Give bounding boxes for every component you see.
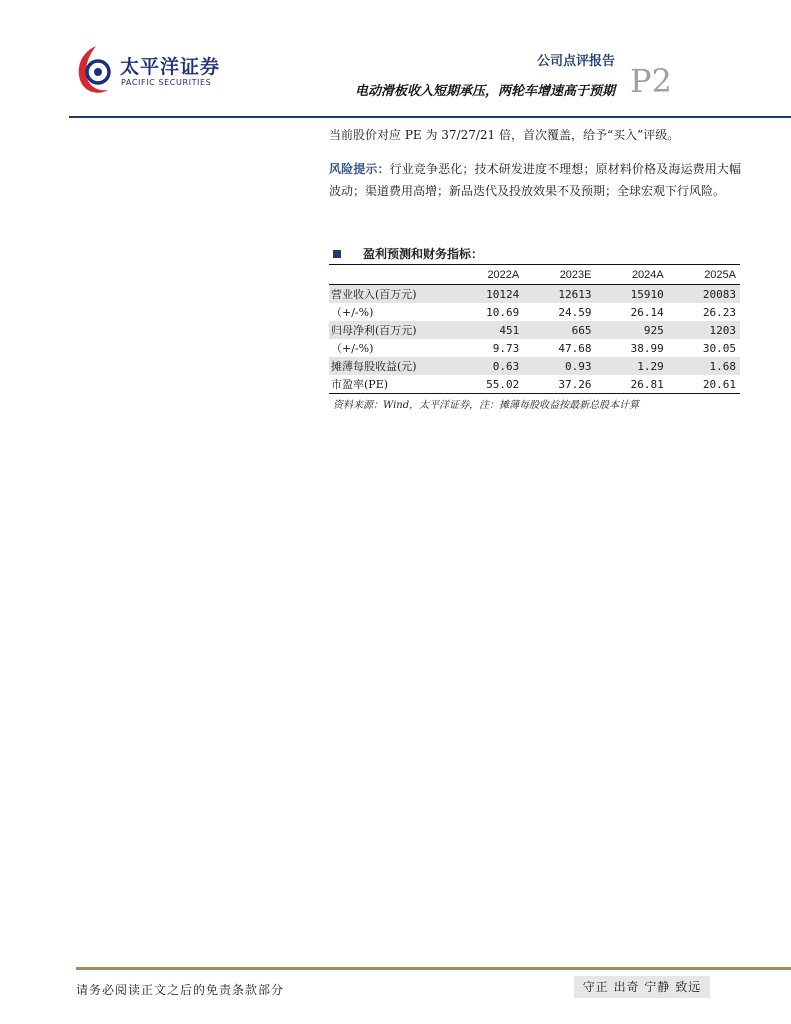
header-divider — [69, 116, 791, 118]
table-row — [329, 375, 740, 394]
table-row — [329, 285, 740, 304]
footer-divider — [76, 967, 791, 970]
valuation-paragraph: 当前股价对应 PE 为 37/27/21 倍，首次覆盖，给予“买入”评级。 — [329, 128, 680, 142]
table-cell: 1.29 — [596, 357, 668, 375]
table-cell: 10124 — [451, 285, 523, 304]
logo-english-name: PACIFIC SECURITIES — [121, 78, 212, 87]
logo-chinese-name: 太平洋证券 — [120, 56, 221, 78]
table-header-cell: 2023E — [559, 268, 592, 281]
table-cell: 30.05 — [702, 341, 736, 355]
table-cell: 26.81 — [630, 377, 664, 391]
table-row — [329, 321, 740, 339]
row-label: 归母净利(百万元) — [329, 321, 451, 339]
row-label: （+/-%) — [331, 306, 374, 319]
financial-forecast-table — [329, 264, 740, 394]
company-motto: 守正 出奇 宁静 致远 — [574, 976, 710, 998]
table-cell: 9.73 — [492, 341, 520, 355]
report-type: 公司点评报告 — [536, 54, 615, 69]
table-cell: 451 — [451, 321, 523, 339]
row-label: 市盈率(PE) — [331, 378, 389, 391]
pacific-securities-logo-icon — [76, 42, 118, 98]
table-cell: 0.93 — [523, 357, 595, 375]
table-cell: 10.69 — [486, 305, 520, 319]
table-header-cell: 2022A — [487, 268, 520, 281]
table-cell: 1203 — [668, 321, 740, 339]
table-cell: 12613 — [523, 285, 595, 304]
table-cell: 15910 — [596, 285, 668, 304]
risk-paragraph — [329, 158, 741, 202]
table-cell: 1.68 — [668, 357, 740, 375]
risk-text: 行业竞争恶化；技术研发进度不理想；原材料价格及海运费用大幅波动；渠道费用高增；新品迭代及投放效果不及预期；全球宏观下行风险。 — [329, 162, 741, 198]
row-label: 营业收入(百万元) — [329, 285, 451, 304]
table-row — [329, 303, 740, 321]
table-cell: 20083 — [668, 285, 740, 304]
table-cell: 26.14 — [630, 305, 664, 319]
table-cell: 24.59 — [558, 305, 592, 319]
report-headline: 电动滑板收入短期承压，两轮车增速高于预期 — [354, 84, 615, 99]
table-header-cell — [329, 265, 451, 285]
page-number: P2 — [630, 62, 672, 100]
disclaimer-hint: 请务必阅读正文之后的免责条款部分 — [76, 983, 285, 997]
section-bullet-icon — [333, 250, 341, 258]
table-cell: 55.02 — [486, 377, 520, 391]
table-source-note: 资料来源：Wind，太平洋证券，注：摊薄每股收益按最新总股本计算 — [333, 400, 640, 411]
table-row — [329, 357, 740, 375]
table-row — [329, 339, 740, 357]
table-cell: 925 — [596, 321, 668, 339]
body-text — [329, 124, 741, 202]
table-header-row — [329, 265, 740, 285]
table-header-cell: 2024A — [631, 268, 664, 281]
table-cell: 47.68 — [558, 341, 592, 355]
row-label: （+/-%) — [331, 342, 374, 355]
table-header-cell: 2025A — [704, 268, 736, 281]
table-cell: 20.61 — [702, 377, 736, 391]
company-logo — [76, 42, 236, 98]
table-cell: 665 — [523, 321, 595, 339]
table-title: 盈利预测和财务指标： — [363, 247, 484, 261]
risk-label: 风险提示： — [329, 162, 390, 176]
table-cell: 37.26 — [558, 377, 592, 391]
table-cell: 0.63 — [451, 357, 523, 375]
row-label: 摊薄每股收益(元) — [329, 357, 451, 375]
table-cell: 38.99 — [630, 341, 664, 355]
table-cell: 26.23 — [702, 305, 736, 319]
